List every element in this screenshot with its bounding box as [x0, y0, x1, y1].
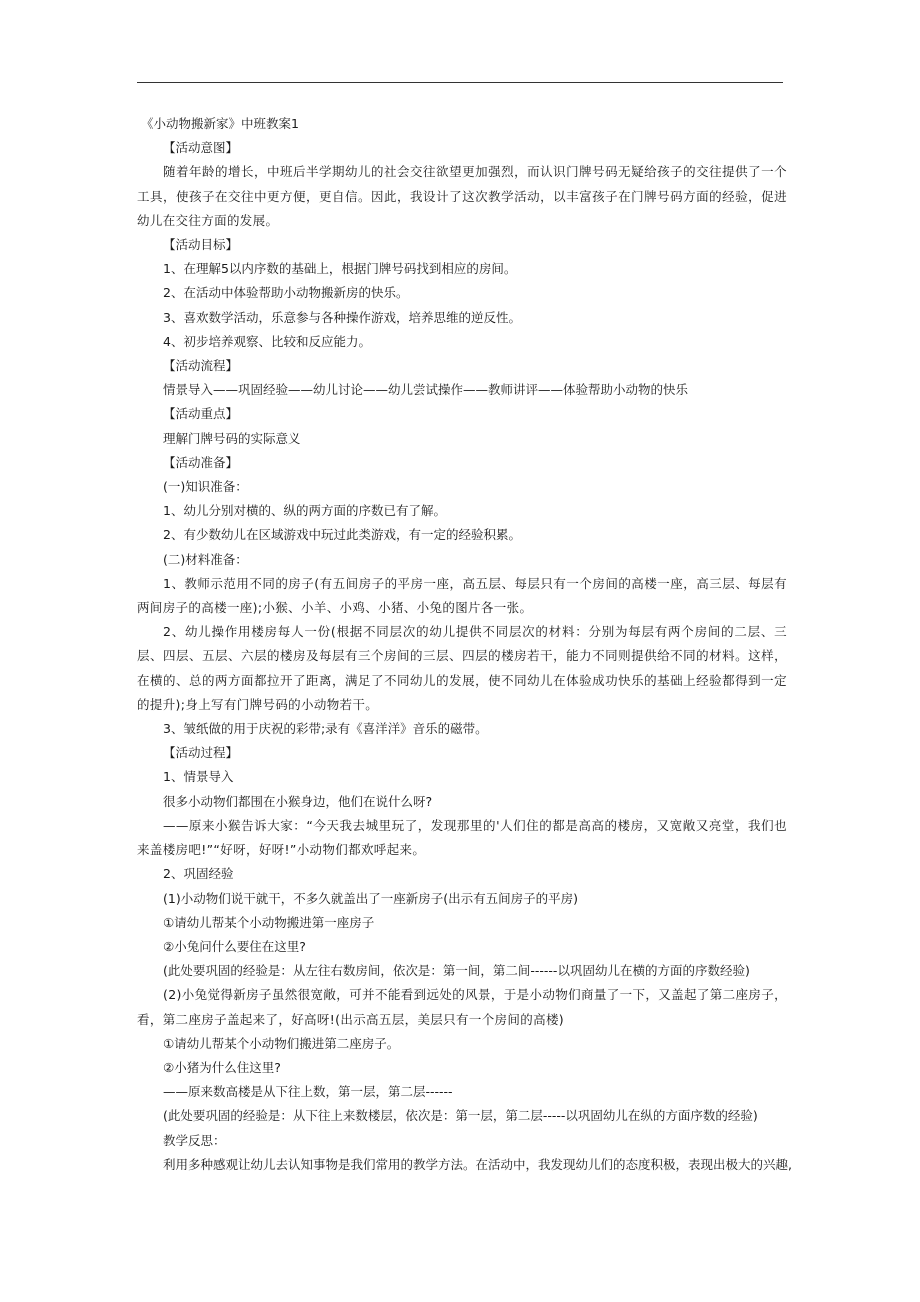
section-heading-prep: 【活动准备】: [163, 454, 239, 470]
key-text: 理解门牌号码的实际意义: [163, 430, 301, 446]
intent-paragraph: 随着年龄的增长，中班后半学期幼儿的社会交往欲望更加强烈，而认识门牌号码无疑给孩子的交往提供了一个工具，使孩子在交往中更方便，更自信。因此，我设计了这次教学活动，以丰富孩子在门牌号码方面的经验，促进幼儿在交往方面的发展。: [137, 164, 787, 228]
section-heading-key: 【活动重点】: [163, 406, 239, 422]
document-title: 《小动物搬新家》中班教案1: [141, 116, 299, 131]
goal-item: 1、在理解5以内序数的基础上，根据门牌号码找到相应的房间。: [163, 261, 517, 277]
prep-item: 1、教师示范用不同的房子(有五间房子的平房一座，高五层、每层只有一个房间的高楼一座，高三层、每层有两间房子的高楼一座);小猴、小羊、小鸡、小猪、小兔的图片各一张。: [137, 575, 787, 616]
prep-item: 2、有少数幼儿在区域游戏中玩过此类游戏，有一定的经验积累。: [163, 527, 521, 543]
section-heading-reflection: 教学反思：: [163, 1132, 226, 1148]
prep-item: 1、幼儿分别对横的、纵的两方面的序数已有了解。: [163, 503, 446, 519]
prep-item: 3、皱纸做的用于庆祝的彩带;录有《喜洋洋》音乐的磁带。: [163, 721, 488, 737]
process-text: (此处要巩固的经验是：从左往右数房间，依次是：第一间，第二间------以巩固幼儿在横的方面的序数经验): [163, 963, 750, 979]
process-step-title: 2、巩固经验: [163, 866, 234, 882]
process-text: ②小猪为什么住这里?: [163, 1059, 281, 1075]
section-heading-process: 【活动过程】: [163, 745, 239, 761]
document-body: [137, 112, 792, 1177]
process-text: ——原来小猴告诉大家：“今天我去城里玩了，发现那里的'人们住的都是高高的楼房，又宽敞又亮堂，我们也来盖楼房吧!”“好呀，好呀!”小动物们都欢呼起来。: [137, 817, 787, 858]
flow-text: 情景导入——巩固经验——幼儿讨论——幼儿尝试操作——教师讲评——体验帮助小动物的快乐: [163, 382, 689, 398]
header-rule: [137, 82, 783, 83]
process-text: (此处要巩固的经验是：从下往上来数楼层，依次是：第一层，第二层-----以巩固幼儿在纵的方面序数的经验): [163, 1108, 758, 1124]
prep-material-label: (二)材料准备：: [163, 551, 248, 567]
prep-item: 2、幼儿操作用楼房每人一份(根据不同层次的幼儿提供不同层次的材料：分别为每层有两个房间的二层、三层、四层、五层、六层的楼房及每层有三个房间的三层、四层的楼房若干，能力不同则提供给不同的材料。这样，在横的、总的两方面都拉开了距离，满足了不同幼儿的发展，使不同幼儿在体验成功快乐的基础上经验都得到一定的提升);身上写有门牌号码的小动物若干。: [137, 624, 787, 712]
section-heading-intent: 【活动意图】: [163, 140, 239, 156]
process-text: (1)小动物们说干就干，不多久就盖出了一座新房子(出示有五间房子的平房): [163, 890, 578, 906]
process-text: 很多小动物们都围在小猴身边，他们在说什么呀?: [163, 793, 433, 809]
process-text: ①请幼儿帮某个小动物搬进第一座房子: [163, 914, 375, 930]
process-text: ——原来数高楼是从下往上数，第一层，第二层------: [163, 1084, 453, 1100]
process-text: ②小兔问什么要住在这里?: [163, 938, 306, 954]
section-heading-goals: 【活动目标】: [163, 237, 239, 253]
section-heading-flow: 【活动流程】: [163, 358, 239, 374]
process-text: (2)小兔觉得新房子虽然很宽敞，可并不能看到远处的风景，于是小动物们商量了一下，又盖起了第二座房子，看，第二座房子盖起来了，好高呀!(出示高五层，美层只有一个房间的高楼): [137, 987, 787, 1027]
reflection-text: 利用多种感观让幼儿去认知事物是我们常用的教学方法。在活动中，我发现幼儿们的态度积极，表现出极大的兴趣,: [163, 1156, 792, 1172]
goal-item: 3、喜欢数学活动，乐意参与各种操作游戏，培养思维的逆反性。: [163, 309, 521, 325]
goal-item: 2、在活动中体验帮助小动物搬新房的快乐。: [163, 285, 409, 301]
prep-knowledge-label: (一)知识准备：: [163, 479, 248, 495]
process-step-title: 1、情景导入: [163, 769, 234, 785]
goal-item: 4、初步培养观察、比较和反应能力。: [163, 333, 371, 349]
process-text: ①请幼儿帮某个小动物们搬进第二座房子。: [163, 1035, 400, 1051]
